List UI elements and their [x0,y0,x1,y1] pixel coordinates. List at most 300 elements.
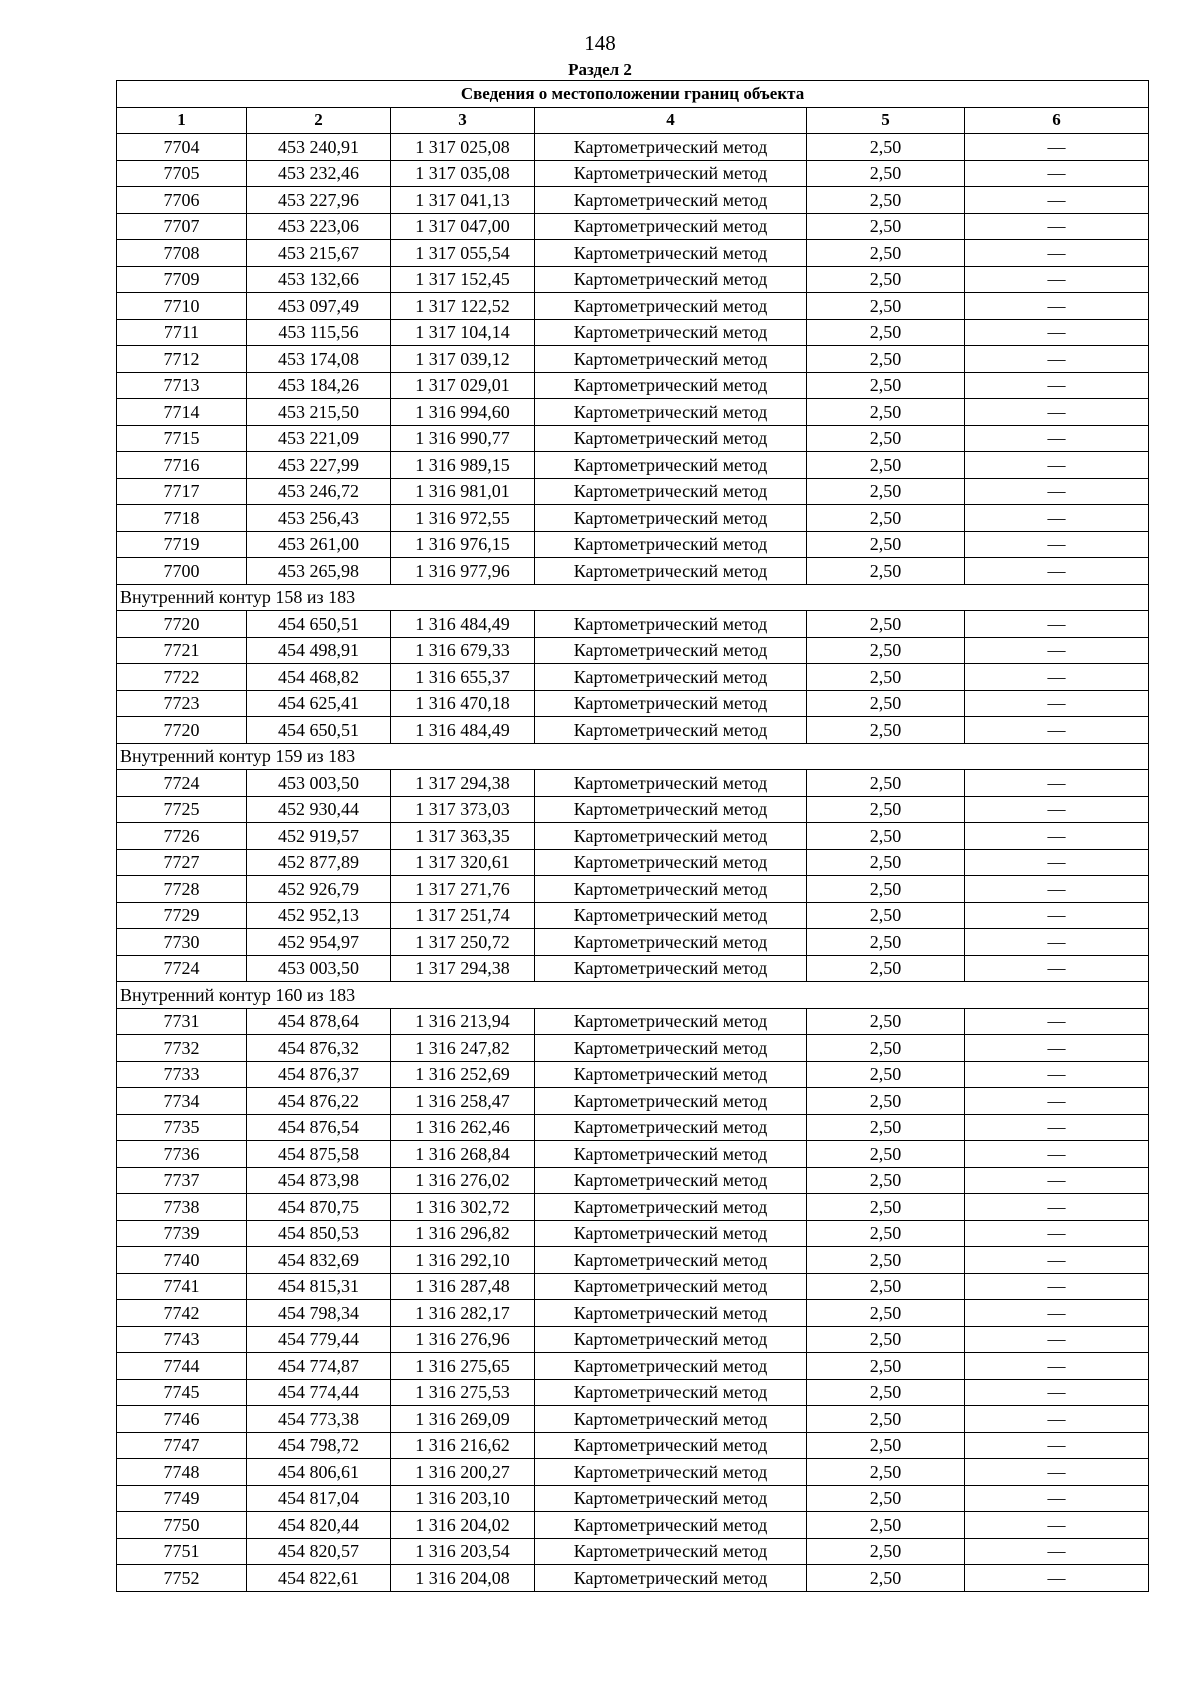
accuracy-cell: 2,50 [807,1008,965,1035]
point-number-cell: 7722 [117,664,247,691]
description-cell: — [965,849,1149,876]
table-row [117,1565,1149,1592]
point-number-cell: 7735 [117,1114,247,1141]
table-row [117,1035,1149,1062]
y-coordinate-cell: 1 316 994,60 [391,399,535,426]
column-header: 6 [965,107,1149,134]
description-cell: — [965,1485,1149,1512]
y-coordinate-cell: 1 316 302,72 [391,1194,535,1221]
y-coordinate-cell: 1 317 039,12 [391,346,535,373]
accuracy-cell: 2,50 [807,399,965,426]
x-coordinate-cell: 454 774,44 [247,1379,391,1406]
table-row [117,505,1149,532]
x-coordinate-cell: 454 773,38 [247,1406,391,1433]
method-cell: Картометрический метод [535,1485,807,1512]
accuracy-cell: 2,50 [807,1379,965,1406]
accuracy-cell: 2,50 [807,213,965,240]
x-coordinate-cell: 453 261,00 [247,531,391,558]
table-row [117,372,1149,399]
x-coordinate-cell: 454 820,57 [247,1538,391,1565]
point-number-cell: 7724 [117,955,247,982]
table-row [117,1088,1149,1115]
contour-header-row [117,584,1149,611]
x-coordinate-cell: 454 875,58 [247,1141,391,1168]
description-cell: — [965,1459,1149,1486]
accuracy-cell: 2,50 [807,1194,965,1221]
description-cell: — [965,160,1149,187]
method-cell: Картометрический метод [535,929,807,956]
accuracy-cell: 2,50 [807,1512,965,1539]
boundary-coordinates-table [116,80,1149,1592]
x-coordinate-cell: 454 850,53 [247,1220,391,1247]
method-cell: Картометрический метод [535,1220,807,1247]
method-cell: Картометрический метод [535,346,807,373]
y-coordinate-cell: 1 316 213,94 [391,1008,535,1035]
accuracy-cell: 2,50 [807,1061,965,1088]
accuracy-cell: 2,50 [807,240,965,267]
accuracy-cell: 2,50 [807,319,965,346]
x-coordinate-cell: 453 132,66 [247,266,391,293]
table-row [117,240,1149,267]
y-coordinate-cell: 1 317 320,61 [391,849,535,876]
description-cell: — [965,823,1149,850]
point-number-cell: 7743 [117,1326,247,1353]
method-cell: Картометрический метод [535,1141,807,1168]
y-coordinate-cell: 1 316 976,15 [391,531,535,558]
point-number-cell: 7744 [117,1353,247,1380]
column-header: 5 [807,107,965,134]
point-number-cell: 7714 [117,399,247,426]
contour-label: Внутренний контур 158 из 183 [117,584,1149,611]
y-coordinate-cell: 1 317 029,01 [391,372,535,399]
description-cell: — [965,240,1149,267]
accuracy-cell: 2,50 [807,160,965,187]
accuracy-cell: 2,50 [807,266,965,293]
column-header: 3 [391,107,535,134]
table-row [117,849,1149,876]
y-coordinate-cell: 1 316 292,10 [391,1247,535,1274]
table-row [117,558,1149,585]
point-number-cell: 7739 [117,1220,247,1247]
description-cell: — [965,955,1149,982]
accuracy-cell: 2,50 [807,558,965,585]
table-row [117,796,1149,823]
method-cell: Картометрический метод [535,187,807,214]
x-coordinate-cell: 454 779,44 [247,1326,391,1353]
x-coordinate-cell: 453 227,96 [247,187,391,214]
table-row [117,717,1149,744]
point-number-cell: 7725 [117,796,247,823]
description-cell: — [965,1273,1149,1300]
method-cell: Картометрический метод [535,1167,807,1194]
accuracy-cell: 2,50 [807,1485,965,1512]
point-number-cell: 7731 [117,1008,247,1035]
method-cell: Картометрический метод [535,611,807,638]
y-coordinate-cell: 1 317 055,54 [391,240,535,267]
y-coordinate-cell: 1 316 203,54 [391,1538,535,1565]
point-number-cell: 7736 [117,1141,247,1168]
x-coordinate-cell: 453 265,98 [247,558,391,585]
table-caption-row [117,81,1149,108]
description-cell: — [965,1326,1149,1353]
description-cell: — [965,346,1149,373]
method-cell: Картометрический метод [535,1565,807,1592]
method-cell: Картометрический метод [535,902,807,929]
x-coordinate-cell: 454 468,82 [247,664,391,691]
y-coordinate-cell: 1 316 268,84 [391,1141,535,1168]
y-coordinate-cell: 1 316 275,65 [391,1353,535,1380]
point-number-cell: 7718 [117,505,247,532]
point-number-cell: 7737 [117,1167,247,1194]
description-cell: — [965,1008,1149,1035]
method-cell: Картометрический метод [535,425,807,452]
description-cell: — [965,1300,1149,1327]
description-cell: — [965,558,1149,585]
description-cell: — [965,1220,1149,1247]
x-coordinate-cell: 452 926,79 [247,876,391,903]
description-cell: — [965,213,1149,240]
y-coordinate-cell: 1 316 655,37 [391,664,535,691]
method-cell: Картометрический метод [535,876,807,903]
description-cell: — [965,664,1149,691]
accuracy-cell: 2,50 [807,929,965,956]
point-number-cell: 7721 [117,637,247,664]
point-number-cell: 7708 [117,240,247,267]
method-cell: Картометрический метод [535,796,807,823]
description-cell: — [965,1088,1149,1115]
table-row [117,399,1149,426]
table-row [117,1300,1149,1327]
contour-label: Внутренний контур 160 из 183 [117,982,1149,1009]
method-cell: Картометрический метод [535,637,807,664]
description-cell: — [965,319,1149,346]
y-coordinate-cell: 1 316 972,55 [391,505,535,532]
point-number-cell: 7720 [117,611,247,638]
table-row [117,664,1149,691]
x-coordinate-cell: 453 184,26 [247,372,391,399]
point-number-cell: 7749 [117,1485,247,1512]
method-cell: Картометрический метод [535,558,807,585]
x-coordinate-cell: 454 873,98 [247,1167,391,1194]
point-number-cell: 7747 [117,1432,247,1459]
description-cell: — [965,1379,1149,1406]
table-row [117,876,1149,903]
accuracy-cell: 2,50 [807,478,965,505]
y-coordinate-cell: 1 317 035,08 [391,160,535,187]
description-cell: — [965,1141,1149,1168]
point-number-cell: 7726 [117,823,247,850]
x-coordinate-cell: 454 876,37 [247,1061,391,1088]
point-number-cell: 7745 [117,1379,247,1406]
method-cell: Картометрический метод [535,717,807,744]
method-cell: Картометрический метод [535,1273,807,1300]
y-coordinate-cell: 1 317 152,45 [391,266,535,293]
table-row [117,1061,1149,1088]
y-coordinate-cell: 1 316 484,49 [391,717,535,744]
point-number-cell: 7723 [117,690,247,717]
method-cell: Картометрический метод [535,1088,807,1115]
point-number-cell: 7746 [117,1406,247,1433]
method-cell: Картометрический метод [535,955,807,982]
point-number-cell: 7741 [117,1273,247,1300]
table-row [117,1008,1149,1035]
accuracy-cell: 2,50 [807,452,965,479]
point-number-cell: 7752 [117,1565,247,1592]
table-row [117,1247,1149,1274]
y-coordinate-cell: 1 316 216,62 [391,1432,535,1459]
description-cell: — [965,187,1149,214]
table-body [117,134,1149,1592]
point-number-cell: 7734 [117,1088,247,1115]
point-number-cell: 7709 [117,266,247,293]
column-header: 1 [117,107,247,134]
method-cell: Картометрический метод [535,1538,807,1565]
method-cell: Картометрический метод [535,1406,807,1433]
description-cell: — [965,478,1149,505]
point-number-cell: 7705 [117,160,247,187]
method-cell: Картометрический метод [535,1035,807,1062]
x-coordinate-cell: 452 877,89 [247,849,391,876]
point-number-cell: 7715 [117,425,247,452]
point-number-cell: 7707 [117,213,247,240]
method-cell: Картометрический метод [535,690,807,717]
y-coordinate-cell: 1 317 041,13 [391,187,535,214]
table-row [117,823,1149,850]
method-cell: Картометрический метод [535,160,807,187]
y-coordinate-cell: 1 317 373,03 [391,796,535,823]
accuracy-cell: 2,50 [807,823,965,850]
y-coordinate-cell: 1 316 679,33 [391,637,535,664]
point-number-cell: 7719 [117,531,247,558]
table-row [117,1141,1149,1168]
accuracy-cell: 2,50 [807,1432,965,1459]
y-coordinate-cell: 1 316 200,27 [391,1459,535,1486]
accuracy-cell: 2,50 [807,1035,965,1062]
point-number-cell: 7727 [117,849,247,876]
y-coordinate-cell: 1 316 275,53 [391,1379,535,1406]
method-cell: Картометрический метод [535,1194,807,1221]
table-row [117,1379,1149,1406]
y-coordinate-cell: 1 316 989,15 [391,452,535,479]
y-coordinate-cell: 1 316 262,46 [391,1114,535,1141]
point-number-cell: 7716 [117,452,247,479]
x-coordinate-cell: 453 003,50 [247,955,391,982]
description-cell: — [965,1432,1149,1459]
method-cell: Картометрический метод [535,1247,807,1274]
point-number-cell: 7728 [117,876,247,903]
y-coordinate-cell: 1 316 470,18 [391,690,535,717]
accuracy-cell: 2,50 [807,346,965,373]
description-cell: — [965,690,1149,717]
table-row [117,293,1149,320]
description-cell: — [965,770,1149,797]
method-cell: Картометрический метод [535,240,807,267]
point-number-cell: 7750 [117,1512,247,1539]
table-row [117,187,1149,214]
table-row [117,160,1149,187]
x-coordinate-cell: 453 246,72 [247,478,391,505]
table-row [117,346,1149,373]
point-number-cell: 7729 [117,902,247,929]
y-coordinate-cell: 1 317 250,72 [391,929,535,956]
accuracy-cell: 2,50 [807,955,965,982]
method-cell: Картометрический метод [535,1114,807,1141]
y-coordinate-cell: 1 316 247,82 [391,1035,535,1062]
point-number-cell: 7712 [117,346,247,373]
accuracy-cell: 2,50 [807,796,965,823]
x-coordinate-cell: 454 498,91 [247,637,391,664]
table-row [117,1326,1149,1353]
method-cell: Картометрический метод [535,664,807,691]
description-cell: — [965,717,1149,744]
accuracy-cell: 2,50 [807,1353,965,1380]
method-cell: Картометрический метод [535,531,807,558]
table-row [117,1406,1149,1433]
y-coordinate-cell: 1 316 981,01 [391,478,535,505]
x-coordinate-cell: 452 954,97 [247,929,391,956]
accuracy-cell: 2,50 [807,1300,965,1327]
x-coordinate-cell: 454 774,87 [247,1353,391,1380]
y-coordinate-cell: 1 317 122,52 [391,293,535,320]
table-row [117,955,1149,982]
method-cell: Картометрический метод [535,399,807,426]
y-coordinate-cell: 1 316 990,77 [391,425,535,452]
accuracy-cell: 2,50 [807,1167,965,1194]
accuracy-cell: 2,50 [807,1406,965,1433]
x-coordinate-cell: 453 215,67 [247,240,391,267]
x-coordinate-cell: 454 817,04 [247,1485,391,1512]
y-coordinate-cell: 1 316 203,10 [391,1485,535,1512]
table-row [117,637,1149,664]
page-number: 148 [584,31,616,55]
table-row [117,213,1149,240]
method-cell: Картометрический метод [535,505,807,532]
method-cell: Картометрический метод [535,849,807,876]
method-cell: Картометрический метод [535,1512,807,1539]
table-row [117,266,1149,293]
table-row [117,690,1149,717]
accuracy-cell: 2,50 [807,637,965,664]
description-cell: — [965,134,1149,161]
x-coordinate-cell: 452 930,44 [247,796,391,823]
method-cell: Картометрический метод [535,1432,807,1459]
description-cell: — [965,1114,1149,1141]
x-coordinate-cell: 453 240,91 [247,134,391,161]
point-number-cell: 7733 [117,1061,247,1088]
x-coordinate-cell: 453 223,06 [247,213,391,240]
point-number-cell: 7730 [117,929,247,956]
y-coordinate-cell: 1 317 047,00 [391,213,535,240]
x-coordinate-cell: 453 174,08 [247,346,391,373]
point-number-cell: 7700 [117,558,247,585]
point-number-cell: 7720 [117,717,247,744]
description-cell: — [965,796,1149,823]
description-cell: — [965,1061,1149,1088]
method-cell: Картометрический метод [535,319,807,346]
point-number-cell: 7724 [117,770,247,797]
table-row [117,319,1149,346]
point-number-cell: 7740 [117,1247,247,1274]
accuracy-cell: 2,50 [807,770,965,797]
method-cell: Картометрический метод [535,213,807,240]
table-row [117,1538,1149,1565]
x-coordinate-cell: 454 806,61 [247,1459,391,1486]
accuracy-cell: 2,50 [807,717,965,744]
method-cell: Картометрический метод [535,1459,807,1486]
description-cell: — [965,637,1149,664]
method-cell: Картометрический метод [535,452,807,479]
accuracy-cell: 2,50 [807,1326,965,1353]
description-cell: — [965,1565,1149,1592]
x-coordinate-cell: 453 215,50 [247,399,391,426]
table-row [117,1485,1149,1512]
x-coordinate-cell: 454 876,32 [247,1035,391,1062]
method-cell: Картометрический метод [535,1353,807,1380]
method-cell: Картометрический метод [535,1379,807,1406]
column-header: 2 [247,107,391,134]
method-cell: Картометрический метод [535,293,807,320]
y-coordinate-cell: 1 317 251,74 [391,902,535,929]
description-cell: — [965,1247,1149,1274]
accuracy-cell: 2,50 [807,1220,965,1247]
accuracy-cell: 2,50 [807,902,965,929]
y-coordinate-cell: 1 317 271,76 [391,876,535,903]
table-row [117,452,1149,479]
accuracy-cell: 2,50 [807,1114,965,1141]
point-number-cell: 7704 [117,134,247,161]
x-coordinate-cell: 454 870,75 [247,1194,391,1221]
table-row [117,1432,1149,1459]
y-coordinate-cell: 1 317 294,38 [391,770,535,797]
x-coordinate-cell: 453 221,09 [247,425,391,452]
table-row [117,1459,1149,1486]
table-row [117,1353,1149,1380]
description-cell: — [965,929,1149,956]
table-row [117,1512,1149,1539]
accuracy-cell: 2,50 [807,425,965,452]
y-coordinate-cell: 1 316 269,09 [391,1406,535,1433]
method-cell: Картометрический метод [535,823,807,850]
accuracy-cell: 2,50 [807,1141,965,1168]
accuracy-cell: 2,50 [807,531,965,558]
table-row [117,929,1149,956]
point-number-cell: 7751 [117,1538,247,1565]
x-coordinate-cell: 454 798,34 [247,1300,391,1327]
table-row [117,1194,1149,1221]
accuracy-cell: 2,50 [807,372,965,399]
y-coordinate-cell: 1 316 258,47 [391,1088,535,1115]
point-number-cell: 7742 [117,1300,247,1327]
method-cell: Картометрический метод [535,134,807,161]
x-coordinate-cell: 454 650,51 [247,717,391,744]
column-header: 4 [535,107,807,134]
table-row [117,1220,1149,1247]
point-number-cell: 7713 [117,372,247,399]
y-coordinate-cell: 1 316 296,82 [391,1220,535,1247]
table-row [117,1273,1149,1300]
method-cell: Картометрический метод [535,266,807,293]
y-coordinate-cell: 1 316 204,08 [391,1565,535,1592]
description-cell: — [965,293,1149,320]
x-coordinate-cell: 453 003,50 [247,770,391,797]
table-row [117,134,1149,161]
x-coordinate-cell: 454 650,51 [247,611,391,638]
x-coordinate-cell: 454 822,61 [247,1565,391,1592]
table-row [117,770,1149,797]
y-coordinate-cell: 1 316 287,48 [391,1273,535,1300]
description-cell: — [965,1194,1149,1221]
table-row [117,611,1149,638]
